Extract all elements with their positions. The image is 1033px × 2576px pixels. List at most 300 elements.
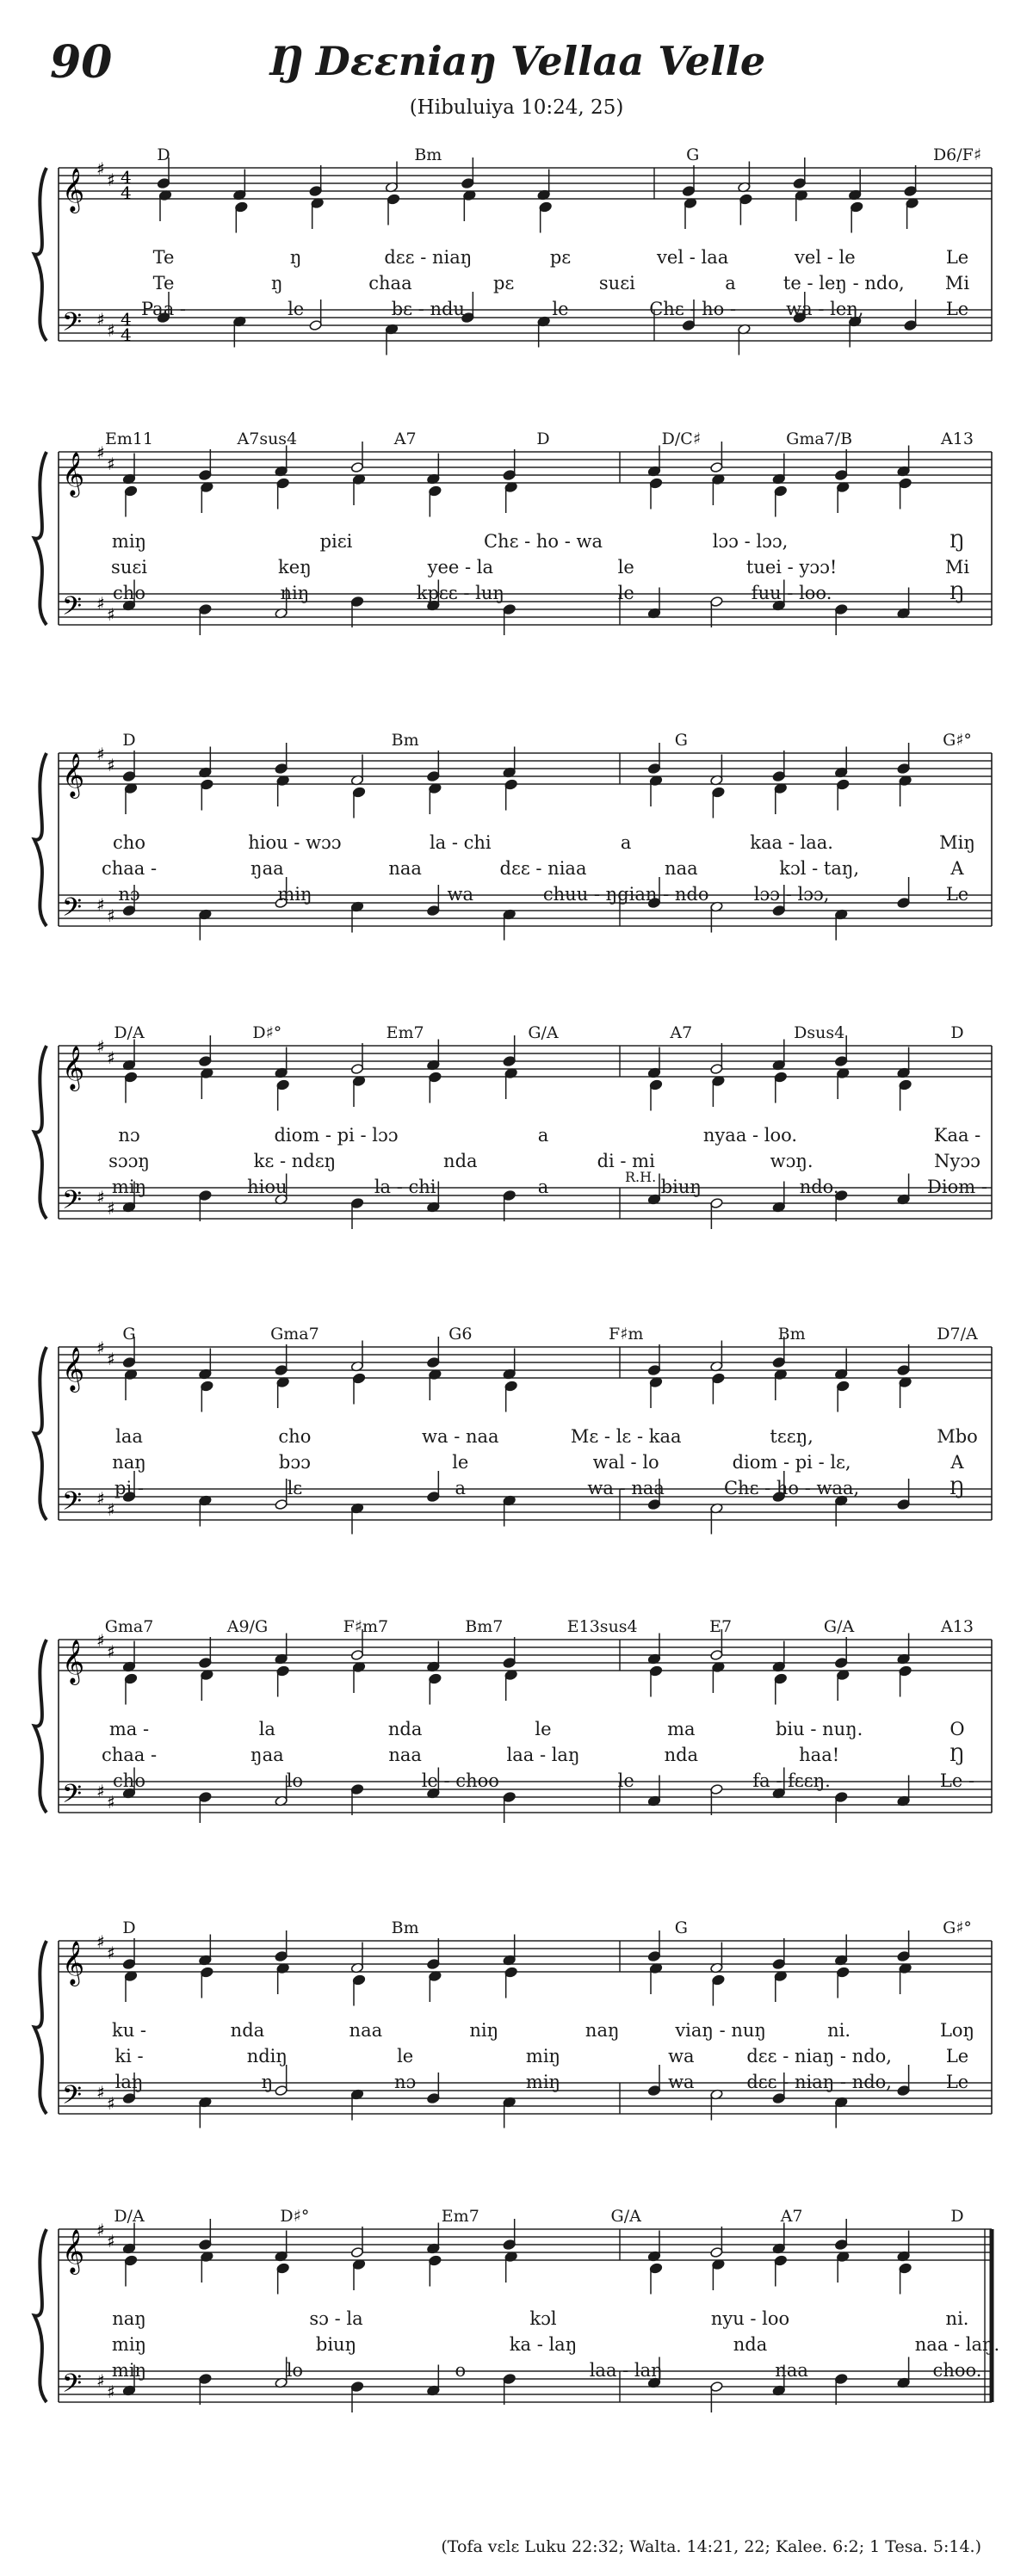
lyric-syllable: biu - nuŋ.	[775, 1719, 863, 1739]
treble-clef-icon: 𝄞	[62, 1941, 85, 1985]
sharp-icon: ♯	[96, 593, 105, 614]
lyric-syllable: biuŋ	[315, 2334, 357, 2355]
treble-note	[774, 1072, 787, 1103]
treble-note	[710, 2227, 723, 2258]
treble-note	[504, 481, 517, 513]
footer-references: (Tofa vɛlɛ Luku 22:32; Walta. 14:21, 22; Kalee. 6:2; 1 Tesa. 5:14.)	[441, 2537, 981, 2556]
sharp-icon: ♯	[96, 1781, 105, 1801]
bass-clef-icon: 𝄢	[62, 1186, 83, 1221]
lyric-syllable: le	[617, 557, 634, 578]
treble-note	[647, 1634, 660, 1665]
lyric-syllable: vel - laa	[657, 247, 729, 268]
treble-note	[897, 1930, 910, 1962]
lyric-syllable: ŋ	[261, 2072, 274, 2092]
lyric-syllable: wal - lo	[592, 1452, 659, 1473]
treble-note	[199, 2219, 212, 2251]
lyric-syllable: viaŋ - nuŋ	[675, 2020, 766, 2041]
lyric-syllable: nyaa - loo.	[702, 1125, 798, 1146]
treble-note	[504, 2251, 517, 2283]
treble-note	[712, 2258, 725, 2290]
sharp-icon: ♯	[107, 1198, 115, 1219]
lyric-syllable: piɛi	[319, 531, 353, 552]
bass-note	[710, 1503, 723, 1535]
treble-note	[124, 2255, 137, 2287]
lyric-syllable: diom - pi - lɔɔ	[274, 1125, 399, 1146]
bass-note	[710, 1197, 723, 1229]
sharp-icon: ♯	[96, 894, 105, 915]
bass-note	[537, 316, 550, 348]
treble-note	[793, 158, 806, 189]
chord-symbol: Bm	[391, 731, 419, 750]
sharp-icon: ♯	[107, 2381, 115, 2402]
treble-note	[352, 1373, 365, 1405]
treble-note	[899, 478, 912, 510]
lyric-syllable: Chɛ - ho -	[649, 299, 737, 319]
lyric-syllable: la	[258, 1719, 275, 1739]
chord-symbol: A13	[941, 1617, 974, 1636]
treble-staff	[59, 1046, 992, 1077]
chord-symbol: Gma7	[104, 1617, 154, 1636]
treble-note	[897, 2231, 910, 2263]
treble-note	[899, 1376, 912, 1408]
treble-note	[835, 449, 848, 481]
lyric-syllable: le	[397, 2046, 414, 2066]
treble-note	[899, 1079, 912, 1111]
bass-note	[835, 603, 848, 635]
chord-symbol: Gma7/B	[786, 429, 853, 448]
lyric-syllable: Loŋ	[939, 2020, 975, 2041]
lyric-syllable: naa	[349, 2020, 383, 2041]
sharp-icon: ♯	[96, 1931, 105, 1952]
treble-note	[503, 747, 516, 779]
treble-note	[649, 478, 662, 510]
lyric-syllable: Te	[152, 273, 175, 293]
sharp-icon: ♯	[107, 905, 115, 926]
lyric-syllable: laŋ	[114, 2072, 144, 2092]
sharp-icon: ♯	[107, 2093, 115, 2114]
lyric-syllable: kpɛɛ - luŋ	[416, 583, 504, 603]
chord-symbol: G6	[448, 1325, 473, 1344]
bass-clef-icon: 𝄢	[62, 1487, 83, 1523]
bass-note	[503, 603, 516, 635]
bass-note	[503, 1189, 516, 1221]
treble-note	[233, 170, 246, 201]
lyric-syllable: ma -	[108, 1719, 150, 1739]
treble-note	[352, 1661, 365, 1693]
treble-note	[647, 743, 660, 775]
treble-note	[427, 1938, 440, 1970]
bass-note	[835, 2097, 848, 2128]
treble-note	[427, 2223, 440, 2255]
treble-note	[899, 2263, 912, 2295]
lyric-syllable: suɛi	[598, 273, 635, 293]
lyric-syllable: ŋ	[270, 273, 283, 293]
chord-symbol: F♯m	[608, 1325, 644, 1344]
lyric-syllable: Le -	[939, 1770, 975, 1791]
chord-symbol: A7	[670, 1023, 693, 1042]
treble-note	[124, 1970, 137, 2002]
bass-note	[897, 2065, 910, 2097]
lyric-syllable: wɔŋ.	[770, 1151, 813, 1171]
lyric-syllable: di - mi	[597, 1151, 655, 1171]
time-signature: 4	[121, 324, 132, 345]
treble-note	[122, 1938, 135, 1970]
lyric-syllable: miŋ	[111, 1177, 147, 1197]
sharp-icon: ♯	[96, 2370, 105, 2391]
treble-note	[710, 1043, 723, 1075]
treble-staff	[59, 1347, 992, 1378]
lyric-syllable: naa	[388, 858, 422, 879]
treble-note	[835, 1935, 848, 1967]
lyric-syllable: nda	[387, 1719, 423, 1739]
lyric-syllable: Le	[945, 299, 969, 319]
lyric-syllable: chaa -	[101, 858, 158, 879]
bass-note	[503, 1495, 516, 1527]
lyric-syllable: Le	[945, 884, 969, 905]
lyric-syllable: tɛɛŋ,	[770, 1426, 813, 1447]
music-system	[0, 2182, 1033, 2440]
treble-note	[352, 787, 365, 819]
lyric-syllable: Te	[152, 247, 175, 268]
chord-symbol: G	[686, 145, 700, 164]
treble-note	[503, 1035, 516, 1067]
chord-symbol: Em7	[386, 1023, 424, 1042]
treble-note	[275, 743, 288, 775]
treble-note	[275, 2231, 288, 2263]
bass-note	[350, 2089, 363, 2121]
treble-note	[539, 201, 552, 233]
chord-symbol: D	[122, 731, 136, 750]
sharp-icon: ♯	[107, 1349, 115, 1369]
lyric-syllable: a	[725, 273, 736, 293]
treble-note	[201, 2251, 213, 2283]
lyric-syllable: Ŋ	[949, 583, 965, 603]
lyric-syllable: Le	[945, 247, 969, 268]
lyric-syllable: Diom -	[927, 1177, 987, 1197]
lyric-syllable: wa - naa	[422, 1426, 499, 1447]
music-system	[0, 706, 1033, 964]
treble-note	[199, 1637, 212, 1669]
bass-note	[309, 300, 322, 331]
system-brace	[34, 452, 46, 625]
lyric-syllable: ku -	[111, 2020, 147, 2041]
chord-symbol: A13	[941, 429, 974, 448]
lyric-syllable: biuŋ	[660, 1177, 702, 1197]
lyric-syllable: le	[617, 1770, 634, 1791]
chord-symbol: Bm	[391, 1918, 419, 1937]
bass-note	[503, 2097, 516, 2128]
treble-note	[837, 481, 850, 513]
treble-note	[504, 1381, 517, 1412]
treble-note	[387, 194, 399, 225]
treble-note	[352, 1075, 365, 1107]
sharp-icon: ♯	[107, 1792, 115, 1813]
bass-note	[233, 316, 246, 348]
treble-note	[649, 1376, 662, 1408]
sharp-icon: ♯	[96, 1036, 105, 1057]
lyric-syllable: wa	[668, 2046, 695, 2066]
treble-note	[835, 1637, 848, 1669]
treble-note	[275, 1344, 288, 1376]
chord-symbol: D	[536, 429, 550, 448]
bass-note	[199, 1495, 212, 1527]
chord-symbol: Bm	[777, 1325, 806, 1344]
chord-symbol: F♯m7	[343, 1617, 389, 1636]
treble-note	[851, 201, 863, 233]
bass-note	[427, 2073, 440, 2104]
bass-note	[199, 2373, 212, 2405]
chord-symbol: D7/A	[937, 1325, 978, 1344]
treble-note	[309, 165, 322, 197]
bass-note	[710, 2381, 723, 2412]
lyric-syllable: nda	[733, 2334, 768, 2355]
treble-note	[276, 2263, 289, 2295]
treble-note	[276, 1079, 289, 1111]
treble-note	[904, 165, 917, 197]
lyric-syllable: laa	[115, 1426, 143, 1447]
treble-note	[837, 1067, 850, 1099]
bass-note	[199, 2097, 212, 2128]
lyric-syllable: wa	[447, 884, 474, 905]
lyric-syllable: le	[617, 583, 634, 603]
treble-note	[835, 1349, 848, 1381]
sharp-icon: ♯	[107, 170, 115, 190]
treble-clef-icon: 𝄞	[62, 2229, 85, 2273]
bass-note	[710, 596, 723, 627]
lyric-syllable: a	[620, 832, 632, 853]
treble-clef-icon: 𝄞	[62, 452, 85, 496]
treble-note	[649, 1665, 662, 1697]
lyric-syllable: miŋ	[111, 531, 147, 552]
treble-staff	[59, 452, 992, 483]
lyric-syllable: lɔɔ - lɔɔ,	[712, 531, 789, 552]
lyric-syllable: sɔɔŋ	[108, 1151, 150, 1171]
lyric-syllable: lɔɔ - lɔɔ,	[753, 884, 830, 905]
bass-note	[897, 1174, 910, 1206]
treble-note	[772, 1641, 785, 1673]
music-system	[0, 1592, 1033, 1850]
lyric-syllable: chaa -	[101, 1745, 158, 1765]
chord-symbol: G/A	[610, 2207, 641, 2226]
chord-symbol: G	[122, 1325, 136, 1344]
treble-note	[682, 165, 695, 197]
bass-staff	[59, 1188, 992, 1219]
treble-note	[429, 1368, 442, 1400]
bass-clef-icon: 𝄢	[62, 1780, 83, 1815]
chord-symbol: D	[950, 1023, 964, 1042]
lyric-syllable: ki -	[114, 2046, 144, 2066]
chord-symbol: D♯°	[252, 1023, 282, 1042]
lyric-syllable: wa - leŋ,	[786, 299, 864, 319]
lyric-syllable: naa - laŋ.	[914, 2334, 1000, 2355]
lyric-syllable: ŋ	[289, 247, 302, 268]
treble-note	[201, 1967, 213, 1998]
lyric-syllable: naa	[775, 2360, 808, 2381]
lyric-syllable: a	[537, 1177, 549, 1197]
hymn-title: Ŋ Dɛɛniaŋ Vellaa Velle	[267, 38, 766, 84]
lyric-syllable: wa - naa	[587, 1478, 665, 1498]
treble-note	[647, 2231, 660, 2263]
lyric-syllable: lɛ	[287, 1478, 303, 1498]
treble-note	[774, 2255, 787, 2287]
bass-note	[835, 909, 848, 941]
lyric-syllable: le	[552, 299, 569, 319]
bass-note	[503, 1791, 516, 1823]
chord-symbol: A9/G	[226, 1617, 269, 1636]
treble-note	[772, 1040, 785, 1072]
bass-note	[647, 1776, 660, 1807]
treble-note	[199, 449, 212, 481]
lyric-syllable: yee - la	[427, 557, 493, 578]
chord-symbol: G	[674, 1918, 688, 1937]
treble-note	[647, 446, 660, 478]
lyric-syllable: A	[950, 1452, 964, 1473]
treble-note	[350, 2227, 363, 2258]
bass-note	[350, 1783, 363, 1815]
bass-staff	[59, 2371, 992, 2402]
lyric-syllable: Ŋ	[949, 1478, 965, 1498]
lyric-syllable: haa!	[799, 1745, 840, 1765]
chord-symbol: D/C♯	[661, 429, 702, 448]
treble-note	[712, 473, 725, 505]
bass-note	[835, 1495, 848, 1527]
lyric-syllable: le	[452, 1452, 469, 1473]
treble-note	[504, 1067, 517, 1099]
treble-note	[199, 1935, 212, 1967]
chord-symbol: Em7	[441, 2207, 479, 2226]
bass-note	[897, 877, 910, 909]
lyric-syllable: Chɛ - ho - wa	[483, 531, 603, 552]
treble-staff	[59, 753, 992, 784]
treble-clef-icon: 𝄞	[62, 168, 85, 212]
treble-note	[710, 1341, 723, 1373]
sharp-icon: ♯	[96, 2220, 105, 2240]
bass-staff	[59, 594, 992, 625]
sharp-icon: ♯	[107, 1047, 115, 1068]
lyric-syllable: laa - laŋ	[589, 2360, 663, 2381]
chord-symbol: G	[674, 731, 688, 750]
lyric-syllable: ndiŋ	[246, 2046, 288, 2066]
treble-note	[710, 442, 723, 473]
treble-note	[429, 1673, 442, 1705]
sharp-icon: ♯	[96, 2082, 105, 2103]
chord-symbol: E13sus4	[566, 1617, 638, 1636]
treble-note	[503, 1935, 516, 1967]
treble-note	[350, 755, 363, 787]
treble-note	[350, 1341, 363, 1373]
treble-note	[837, 779, 850, 811]
lyric-syllable: pɛ	[492, 273, 515, 293]
lyric-syllable: vel - le	[795, 247, 856, 268]
lyric-syllable: pɛ	[549, 247, 572, 268]
lyric-syllable: le	[288, 299, 305, 319]
lyric-syllable: ŋaa	[251, 858, 284, 879]
lyric-syllable: ni.	[945, 2308, 969, 2329]
lyric-syllable: pi -	[114, 1478, 144, 1498]
chord-symbol: D	[157, 145, 170, 164]
bass-note	[275, 2065, 288, 2097]
treble-note	[276, 1665, 289, 1697]
lyric-syllable: chaa	[368, 273, 412, 293]
lyric-syllable: niŋ	[280, 583, 310, 603]
treble-note	[201, 1381, 213, 1412]
treble-note	[738, 162, 751, 194]
lyric-syllable: niŋ	[469, 2020, 499, 2041]
bass-note	[427, 885, 440, 917]
lyric-syllable: nda	[443, 1151, 478, 1171]
treble-note	[710, 755, 723, 787]
treble-note	[503, 449, 516, 481]
lyric-syllable: dɛɛ - niaŋ - ndo,	[746, 2072, 892, 2092]
sharp-icon: ♯	[96, 1488, 105, 1509]
treble-note	[795, 189, 807, 221]
treble-note	[429, 2255, 442, 2287]
hymn-number: 90	[50, 36, 113, 89]
bass-note	[503, 909, 516, 941]
treble-note	[199, 1349, 212, 1381]
treble-note	[710, 1943, 723, 1974]
bass-note	[199, 603, 212, 635]
lyric-syllable: naŋ	[585, 2020, 620, 2041]
treble-note	[199, 1035, 212, 1067]
bass-note	[897, 2357, 910, 2389]
lyric-syllable: a	[455, 1478, 467, 1498]
treble-note	[429, 485, 442, 517]
chord-symbol: D	[122, 1918, 136, 1937]
scripture-reference: (Hibuluiya 10:24, 25)	[409, 96, 624, 119]
treble-note	[897, 1634, 910, 1665]
bass-note	[897, 588, 910, 620]
treble-note	[835, 747, 848, 779]
bass-staff	[59, 895, 992, 926]
bass-note	[904, 300, 917, 331]
lyric-syllable: ma	[667, 1719, 696, 1739]
treble-note	[774, 1673, 787, 1705]
sharp-icon: ♯	[107, 1943, 115, 1963]
treble-note	[311, 197, 324, 229]
treble-note	[352, 1974, 365, 2006]
treble-note	[774, 485, 787, 517]
treble-note	[739, 194, 752, 225]
lyric-syllable: Ŋ	[949, 531, 965, 552]
treble-note	[429, 782, 442, 814]
treble-note	[122, 1040, 135, 1072]
treble-note	[275, 1930, 288, 1962]
treble-note	[201, 481, 213, 513]
treble-note	[647, 1047, 660, 1079]
sharp-icon: ♯	[96, 1337, 105, 1358]
treble-note	[772, 2223, 785, 2255]
lyric-syllable: nyu - loo	[710, 2308, 790, 2329]
sharp-icon: ♯	[96, 1187, 105, 1208]
bass-note	[897, 1776, 910, 1807]
treble-note	[712, 1974, 725, 2006]
treble-note	[837, 1669, 850, 1701]
lyric-syllable: miŋ	[277, 884, 312, 905]
system-brace	[34, 168, 46, 341]
chord-symbol: E7	[709, 1617, 733, 1636]
treble-note	[124, 1072, 137, 1103]
lyric-syllable: nɔ	[118, 884, 140, 905]
treble-note	[897, 1047, 910, 1079]
treble-note	[276, 1962, 289, 1994]
system-brace	[34, 1640, 46, 1813]
treble-note	[649, 775, 662, 806]
treble-note	[199, 747, 212, 779]
lyric-syllable: naŋ	[112, 2308, 146, 2329]
treble-note	[275, 446, 288, 478]
bass-note	[350, 2381, 363, 2412]
